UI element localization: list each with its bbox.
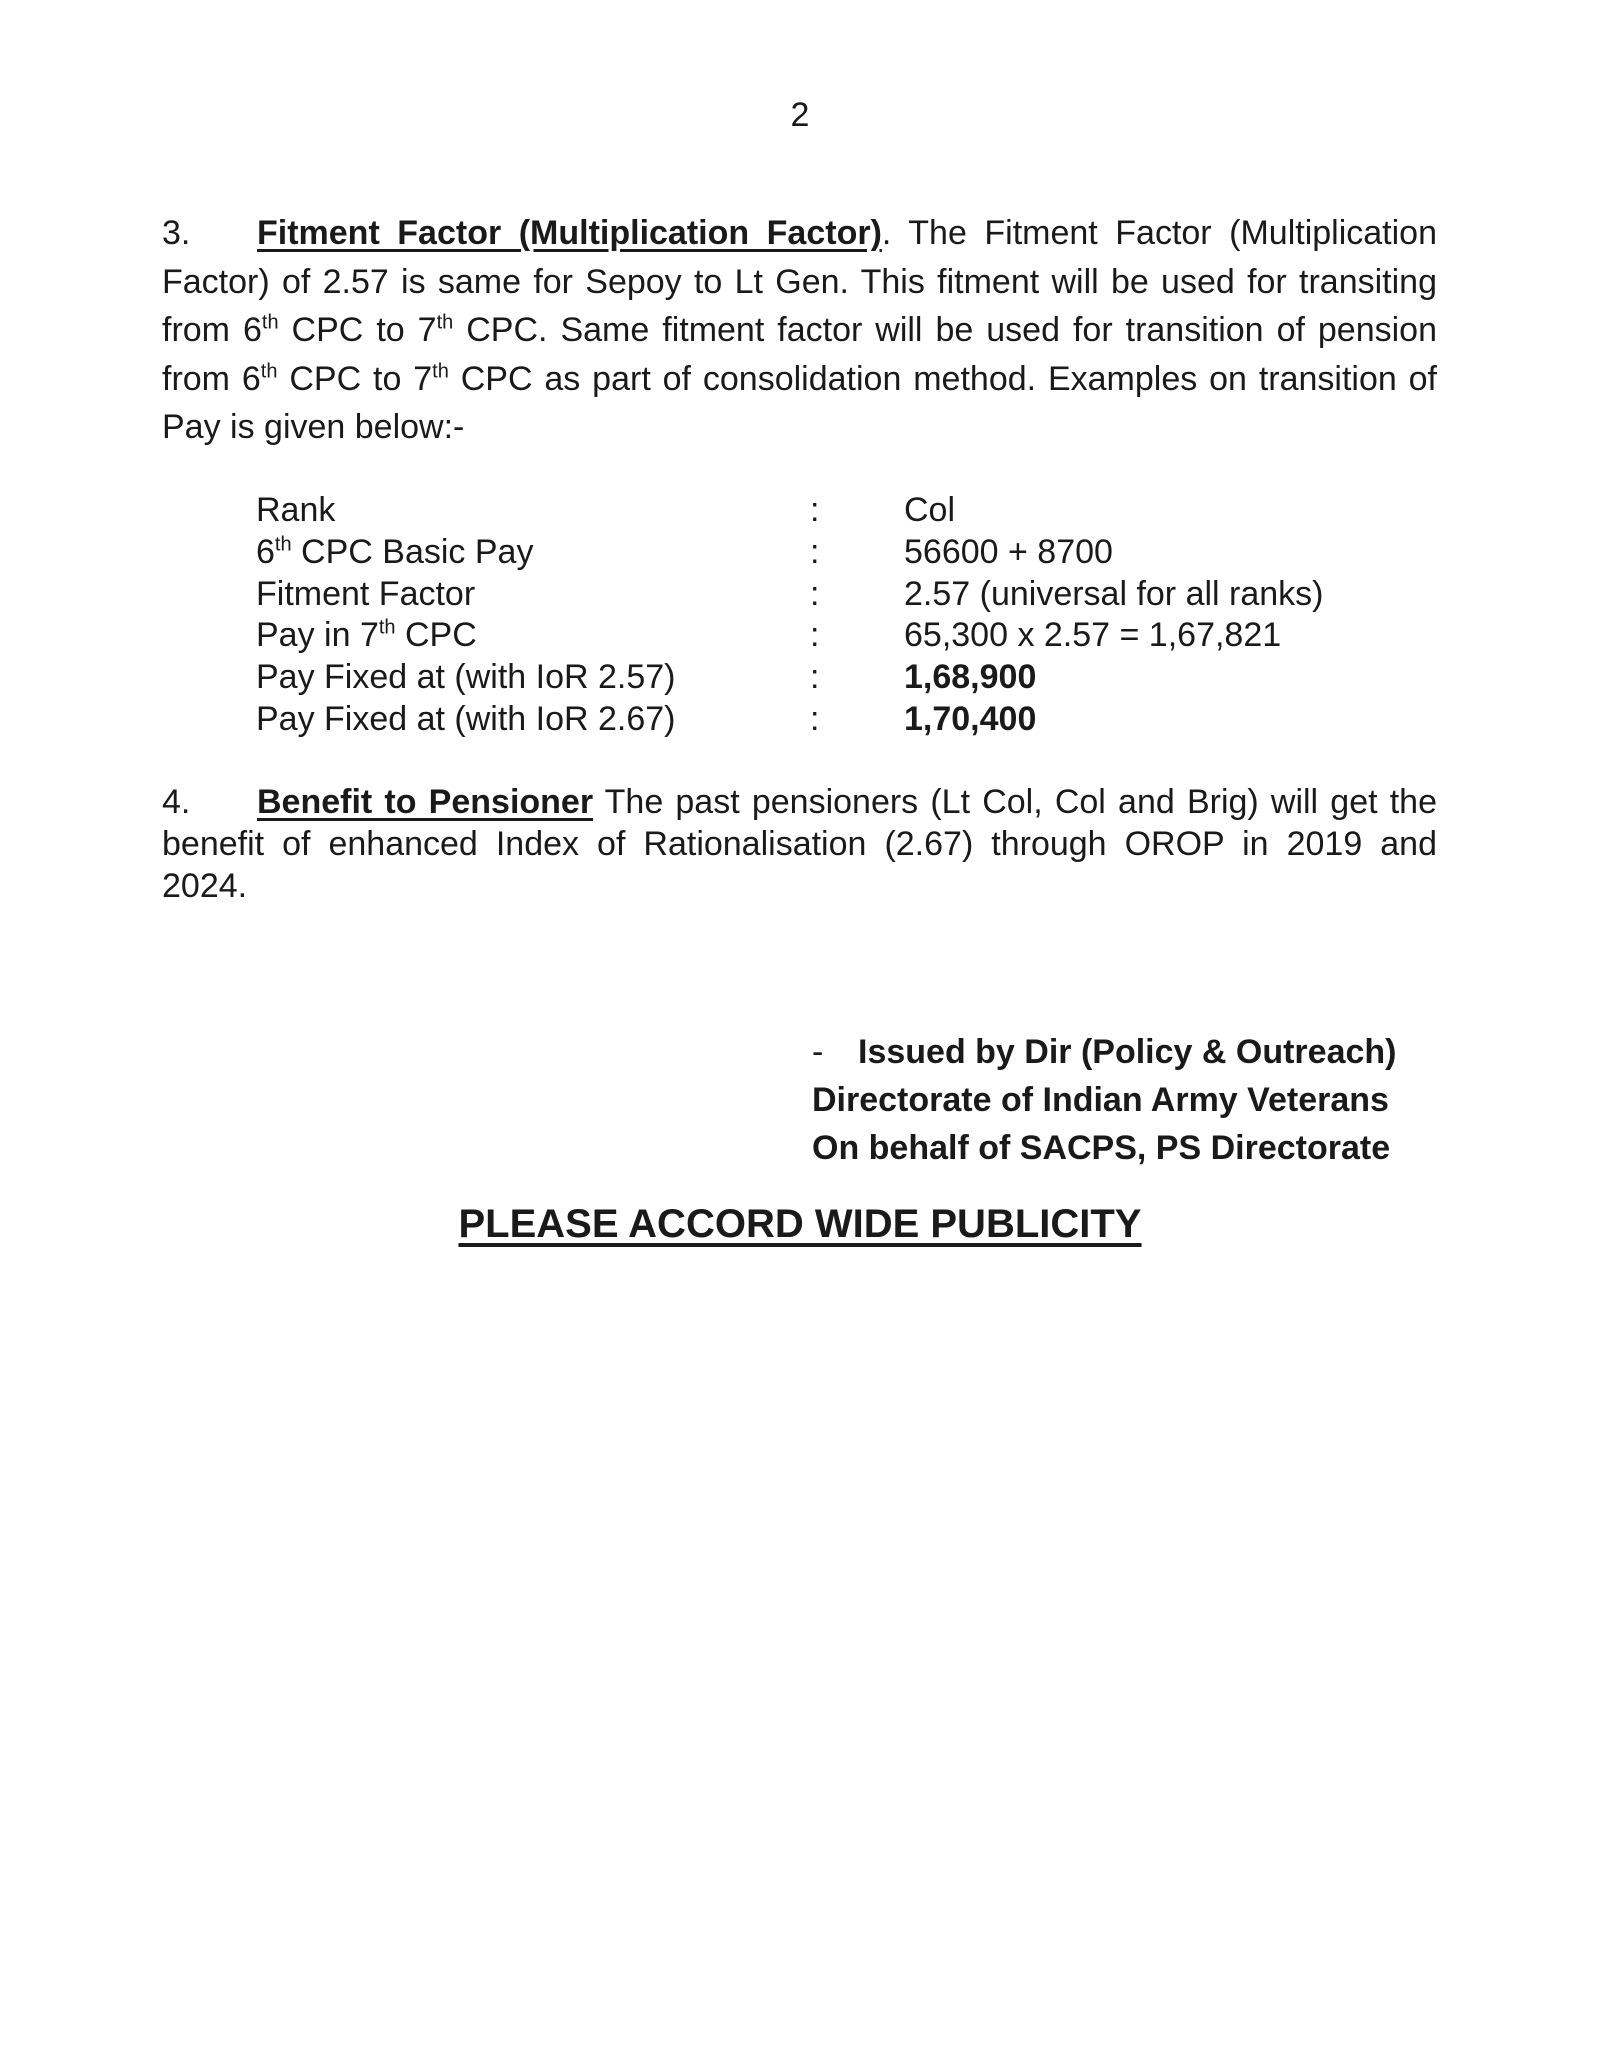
example-row-pay-7th-cpc (256, 615, 1356, 657)
example-row-pay-fixed-267 (256, 699, 1356, 741)
example-value: 1,70,400 (904, 699, 1037, 738)
section-4-text: The past pensioners (Lt Col, Col and Brig) will get the benefit of enhanced Index of Rationalisation (2.67) through OROP in 2019 and 2024. (162, 783, 1437, 905)
example-colon: : (810, 658, 820, 697)
section-3-text-3: CPC. Same fitment factor will be used for transition of pension from 6 (162, 311, 1437, 398)
section-4-heading: Benefit to Pensioner (257, 783, 594, 821)
pay-example-table (256, 490, 1356, 741)
example-colon: : (810, 532, 820, 571)
example-label: Pay Fixed at (with IoR 2.67) (256, 699, 676, 738)
example-colon: : (810, 491, 820, 529)
example-row-basic-pay (256, 532, 1356, 574)
example-colon: : (810, 616, 820, 655)
signature-block (812, 1028, 1396, 1172)
example-value: 56600 + 8700 (904, 532, 1113, 571)
example-row-fitment-factor (256, 574, 1356, 616)
section-3-text-1: The Fitment Factor (Multiplication Factor) of 2.57 is same for Sepoy to Lt Gen. This fitment will be used for transiting from 6 (162, 214, 1437, 349)
section-3-sup-2: th (436, 311, 454, 334)
section-4-paragraph (162, 781, 1437, 907)
section-3-sup-1: th (261, 311, 279, 334)
example-value: Col (904, 491, 956, 529)
example-label: Pay Fixed at (with IoR 2.57) (256, 658, 676, 697)
example-label: Pay in 7th CPC (256, 616, 477, 655)
example-value: 65,300 x 2.57 = 1,67,821 (904, 616, 1282, 655)
example-label: Fitment Factor (256, 574, 476, 613)
example-value: 1,68,900 (904, 658, 1037, 697)
example-row-rank (256, 490, 1356, 532)
section-3-heading: Fitment Factor (Multiplication Factor) (257, 214, 882, 252)
section-3-sup-4: th (432, 360, 449, 383)
section-3-paragraph (162, 209, 1437, 452)
page-number: 2 (790, 96, 810, 134)
example-colon: : (810, 574, 820, 613)
section-3-number: 3. (162, 214, 191, 252)
example-row-pay-fixed-257 (256, 657, 1356, 699)
section-3-text-5: CPC as part of consolidation method. Examples on transition of Pay is given below:- (162, 359, 1438, 446)
example-value: 2.57 (universal for all ranks) (904, 574, 1324, 613)
signature-line-2: Directorate of Indian Army Veterans (812, 1081, 1389, 1119)
signature-line-1: - Issued by Dir (Policy & Outreach) (812, 1028, 1396, 1076)
signature-dash: - (812, 1033, 824, 1071)
signature-line-3: On behalf of SACPS, PS Directorate (812, 1129, 1391, 1167)
section-3-sup-3: th (260, 360, 278, 383)
section-3-heading-punct: . (881, 214, 892, 252)
section-4-number: 4. (162, 783, 191, 821)
section-3-text-4: CPC to 7 (277, 359, 433, 398)
example-colon: : (810, 699, 820, 738)
publicity-notice: PLEASE ACCORD WIDE PUBLICITY (458, 1202, 1142, 1246)
example-label: Rank (256, 491, 336, 529)
section-3-text-2: CPC to 7 (278, 311, 437, 349)
example-label: 6th CPC Basic Pay (256, 532, 534, 571)
